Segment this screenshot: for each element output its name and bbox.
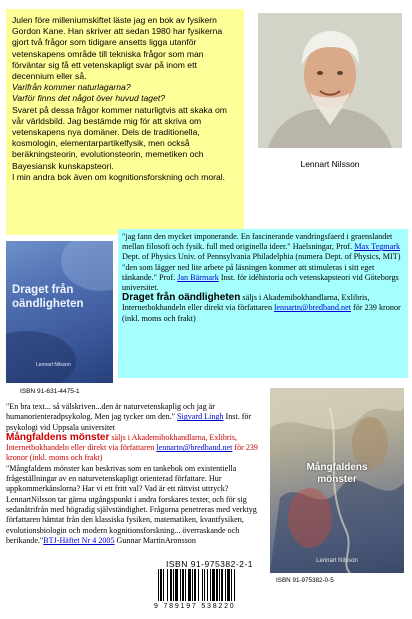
link-max-tegmark[interactable]: Max Tegmark — [354, 242, 401, 252]
review-lingh-affiliation: Inst. för psykologi vid Uppsala universitet — [6, 412, 252, 432]
book-cover-draget-author: Lennart Nilsson — [36, 362, 71, 368]
barcode-bar — [175, 569, 178, 601]
intro-paragraph-2: Svaret på dessa frågor kommer naturligtvis att skaka om vår världsbild. Jag bestämde mig för att skriva om vetenskapens nya domäner. Dels de traditionella, kosmologin, elementarpartikelfysik, men också beräkningsteorin, evolutionsteorin, memetiken och Bayesiansk kunskapsteori. — [12, 104, 227, 171]
review-btj — [6, 464, 268, 546]
lower-text-block — [6, 402, 268, 546]
barcode-bar — [163, 569, 164, 601]
sale-title-draget: Draget från oändligheten — [122, 292, 241, 304]
review-barmark-affiliation: Inst. för idéhistoria och vetenskapsteori vid Göteborgs universitet. — [122, 272, 399, 293]
sale-text-draget: säljs i Akademibokhandlarna, Exlibris, Internetbokhandeln eller direkt via författaren — [122, 293, 370, 313]
barcode — [152, 559, 276, 611]
author-photo-card — [255, 9, 405, 179]
barcode-bar — [221, 569, 223, 601]
review-lingh — [6, 402, 268, 433]
barcode-isbn: ISBN 91-975382-2-1 — [166, 559, 253, 569]
barcode-digits: 9 789197 538220 — [154, 603, 236, 610]
book-cover-draget-title-line1: Draget från — [12, 284, 74, 296]
barcode-bar — [188, 569, 191, 601]
review-btj-author: Gunnar MartinAronsson — [114, 535, 196, 545]
link-sigvard-lingh[interactable]: Sigvard Lingh — [176, 412, 224, 422]
review-box-draget — [118, 229, 408, 378]
book-cover-mangfaldens-title-line2: mönster — [317, 473, 357, 485]
book-cover-mangfaldens-title — [270, 462, 404, 485]
barcode-bar — [167, 569, 168, 601]
author-portrait-illustration — [258, 13, 402, 148]
barcode-bars — [152, 569, 276, 603]
barcode-bar — [207, 569, 208, 601]
barcode-bar — [204, 569, 205, 601]
intro-question-1: Varifrån kommer naturlagarna? — [12, 82, 131, 93]
book-cover-draget-title — [12, 283, 112, 311]
barcode-bar — [210, 569, 211, 601]
book-cover-mangfaldens — [270, 388, 404, 573]
barcode-bar — [198, 569, 199, 601]
barcode-bar — [158, 569, 159, 601]
book-cover-draget-title-line2: oändligheten — [12, 298, 84, 310]
barcode-bar — [160, 569, 162, 601]
barcode-bar — [194, 569, 196, 601]
sale-info-mangfaldens — [6, 433, 268, 464]
barcode-bar — [231, 569, 232, 601]
barcode-bar — [192, 569, 193, 601]
review-barmark-text: "den som lägger ned lite arbete på läsningen kommer att stimuleras i sitt eget tänkande." Prof. — [122, 262, 375, 282]
review-barmark — [122, 263, 404, 294]
price-draget: för 239 kronor (inkl. moms och frakt) — [122, 303, 401, 323]
review-btj-text: "Mångfaldens mönster kan beskrivas som en tankebok om existentiella frågeställningar av en naturvetenskapligt orienterad författare. Hur uppkommerkänslorna? Har vi ett fritt val? Vad är ett rättvist uttryck? LennartNilsson tar gärna utgångspunkt i andra forskares texter, och för sig sedanåtrifrån med högradig självständighet. Frågorna penetreras med verktyg författaren hämtat från den klassiska fysiken, matematiken, kvantfysiken, evolutionsbiologin och modern kognitionsforskning... överraskande och berikande." — [6, 463, 257, 545]
barcode-bar — [227, 569, 230, 601]
review-lingh-text: "En bra text... så välskriven...den är naturvetenskaplig och jag är humanorienteradpsykolog. Men jag tycker om den." — [6, 402, 215, 422]
isbn-mangfaldens: ISBN 91-975382-0-5 — [276, 577, 334, 584]
book-cover-mangfaldens-title-line1: Mångfaldens — [306, 462, 368, 473]
author-photo — [258, 13, 402, 148]
barcode-bar — [202, 569, 203, 601]
author-photo-caption: Lennart Nilsson — [300, 159, 360, 169]
book-cover-draget — [6, 241, 113, 383]
intro-paragraph-3: I min andra bok även om kognitionsforskning och moral. — [12, 171, 226, 182]
email-link-mangfaldens[interactable]: lennartn@bredband.net — [156, 443, 233, 453]
book-cover-mangfaldens-author: Lennart Nilsson — [316, 558, 358, 564]
barcode-bar — [219, 569, 220, 601]
review-tegmark — [122, 232, 404, 263]
review-tegmark-text: "jag fann den mycket imponerande. En fascinerande vandringsfaerd i graenslandet mellan filosofi och fysik. full med originella ideer." Haelsningar, Prof. — [122, 232, 393, 252]
barcode-bar — [216, 569, 218, 601]
barcode-bar — [170, 569, 172, 601]
sale-title-mangfaldens: Mångfaldens mönster — [6, 431, 110, 443]
intro-paragraph-1: Julen före milleniumskiftet läste jag en bok av fysikern Gordon Kane. Han skriver att sedan 1980 har fysikerna gjort två frågor som tidigare ansetts ligga utanför vetenskapens område till tekniska frågor som man förväntar sig få ett vetenskapligt svar på inom ett decennium eller så. — [12, 15, 223, 82]
barcode-bar — [225, 569, 226, 601]
isbn-draget: ISBN 91-631-4475-1 — [20, 388, 80, 395]
barcode-bar — [182, 569, 184, 601]
link-btj-haftet[interactable]: BTJ-Häftet Nr 4 2005 — [43, 535, 115, 545]
email-link-draget[interactable]: lennartn@bredband.net — [274, 303, 351, 313]
sale-text-mangfaldens: säljs i Akademibokhandlarna, Exlibris, Internetbokhandeln eller direkt via författaren — [6, 432, 238, 453]
sale-info-draget — [122, 293, 404, 324]
barcode-bar — [173, 569, 174, 601]
barcode-bar — [212, 569, 215, 601]
intro-question-2: Varför finns det något över huvud taget? — [12, 93, 166, 104]
review-tegmark-affiliation: Dept. of Physics Univ. of Pennsylvania Philadelphia (numera Dept. of Physics, MIT) — [122, 252, 401, 262]
price-mangfaldens: för 239 kronor (inkl. moms och frakt) — [6, 443, 258, 463]
barcode-bar — [234, 569, 235, 601]
barcode-bar — [180, 569, 181, 601]
intro-text-box — [6, 9, 244, 235]
barcode-bar — [185, 569, 186, 601]
link-jan-barmark[interactable]: Jan Bärmark — [177, 272, 219, 282]
